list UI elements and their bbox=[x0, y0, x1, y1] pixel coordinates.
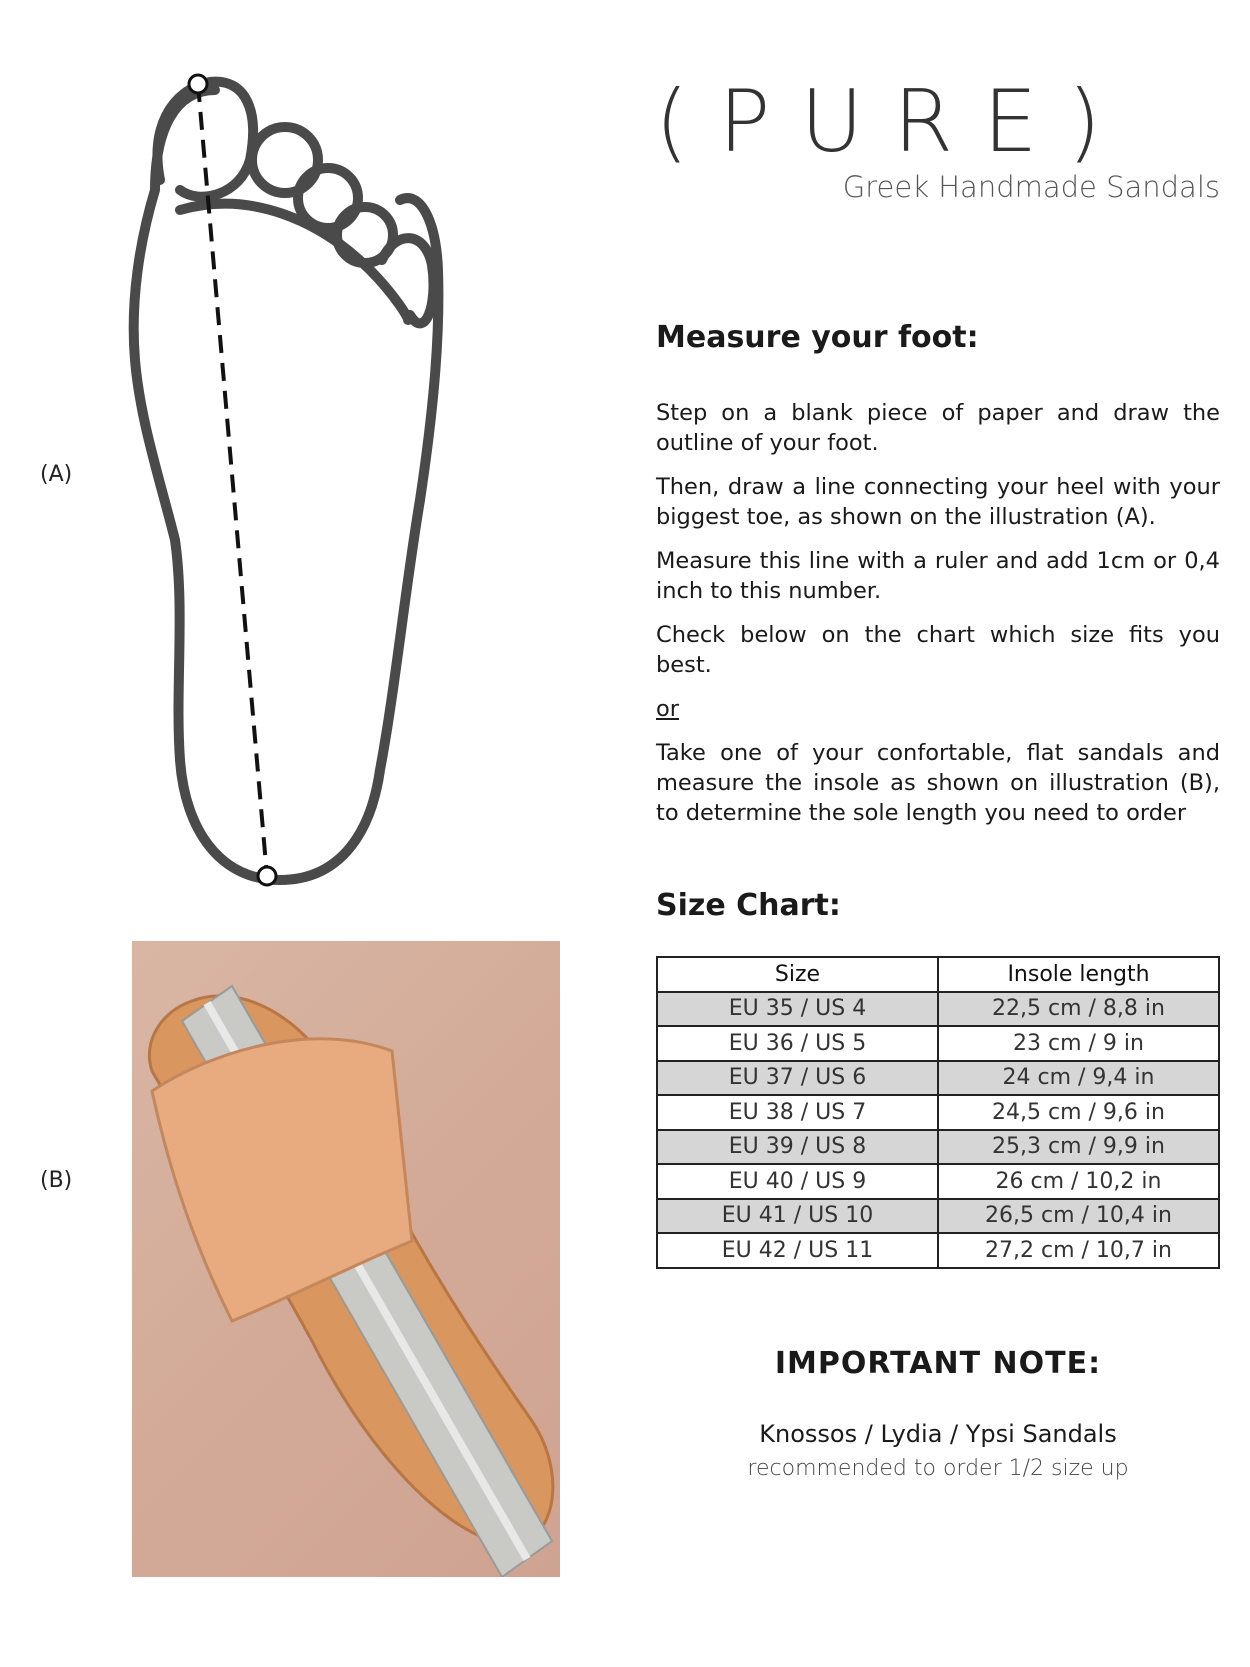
important-note-title: IMPORTANT NOTE: bbox=[774, 1346, 1102, 1381]
table-row bbox=[657, 1026, 1219, 1061]
brand-logo: (PURE) bbox=[655, 72, 1132, 172]
size-cell: EU 36 / US 5 bbox=[657, 1026, 938, 1061]
column-header-insole: Insole length bbox=[938, 957, 1219, 992]
size-chart-heading: Size Chart: bbox=[656, 888, 841, 923]
size-cell: EU 42 / US 11 bbox=[657, 1233, 938, 1268]
measure-instructions bbox=[656, 398, 1220, 842]
size-cell: EU 38 / US 7 bbox=[657, 1095, 938, 1130]
toe-2 bbox=[252, 127, 318, 193]
note-models: Knossos / Lydia / Ypsi Sandals bbox=[759, 1420, 1117, 1448]
table-row bbox=[657, 1164, 1219, 1199]
sandal-measure-photo bbox=[132, 941, 560, 1577]
size-chart-table bbox=[656, 956, 1220, 1269]
length-cell: 26 cm / 10,2 in bbox=[938, 1164, 1219, 1199]
length-cell: 23 cm / 9 in bbox=[938, 1026, 1219, 1061]
size-cell: EU 37 / US 6 bbox=[657, 1061, 938, 1096]
table-row bbox=[657, 1130, 1219, 1165]
table-row bbox=[657, 1199, 1219, 1234]
table-row bbox=[657, 1095, 1219, 1130]
size-cell: EU 35 / US 4 bbox=[657, 992, 938, 1027]
size-cell: EU 41 / US 10 bbox=[657, 1199, 938, 1234]
foot-outline-illustration bbox=[120, 70, 480, 900]
heel-marker bbox=[258, 867, 276, 885]
table-row bbox=[657, 1061, 1219, 1096]
length-cell: 24 cm / 9,4 in bbox=[938, 1061, 1219, 1096]
length-cell: 24,5 cm / 9,6 in bbox=[938, 1095, 1219, 1130]
brand-tagline: Greek Handmade Sandals bbox=[842, 170, 1220, 204]
size-cell: EU 40 / US 9 bbox=[657, 1164, 938, 1199]
step-4: Check below on the chart which size fits you best. bbox=[656, 622, 1220, 678]
figure-label-a: (A) bbox=[40, 462, 73, 487]
length-cell: 26,5 cm / 10,4 in bbox=[938, 1199, 1219, 1234]
figure-label-b: (B) bbox=[40, 1168, 73, 1193]
toe-marker bbox=[189, 75, 207, 93]
size-cell: EU 39 / US 8 bbox=[657, 1130, 938, 1165]
alternative-method: Take one of your confortable, flat sandals and measure the insole as shown on illustration (B), to determine the sole length you need to order bbox=[656, 740, 1220, 826]
note-recommendation: recommended to order 1/2 size up bbox=[747, 1456, 1129, 1481]
step-3: Measure this line with a ruler and add 1cm or 0,4 inch to this number. bbox=[656, 548, 1220, 604]
size-chart-header-row bbox=[657, 957, 1219, 992]
step-1: Step on a blank piece of paper and draw the outline of your foot. bbox=[656, 400, 1220, 456]
measure-heading: Measure your foot: bbox=[656, 320, 979, 355]
length-cell: 27,2 cm / 10,7 in bbox=[938, 1233, 1219, 1268]
or-divider: or bbox=[656, 696, 680, 722]
step-2: Then, draw a line connecting your heel with your biggest toe, as shown on the illustration (A). bbox=[656, 474, 1220, 530]
column-header-size: Size bbox=[657, 957, 938, 992]
length-cell: 22,5 cm / 8,8 in bbox=[938, 992, 1219, 1027]
table-row bbox=[657, 1233, 1219, 1268]
table-row bbox=[657, 992, 1219, 1027]
length-cell: 25,3 cm / 9,9 in bbox=[938, 1130, 1219, 1165]
